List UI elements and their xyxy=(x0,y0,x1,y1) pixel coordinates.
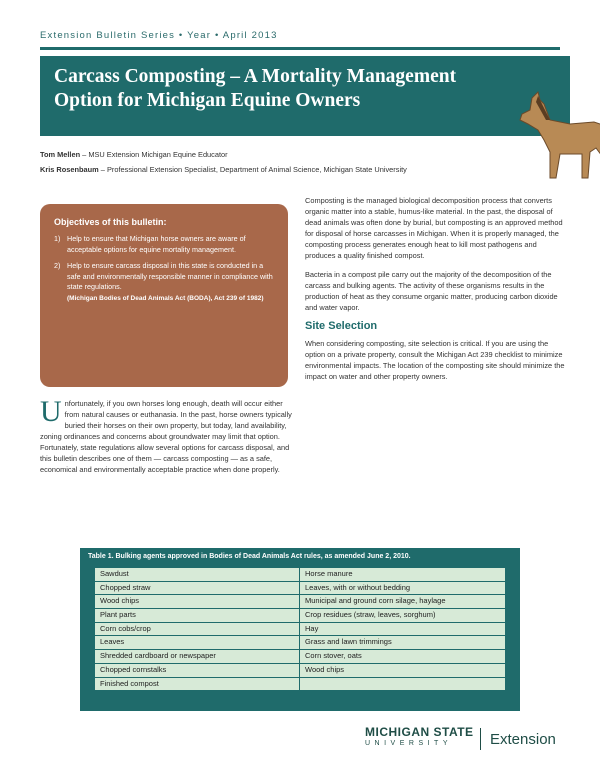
objective-item xyxy=(54,261,276,303)
table-cell: Finished compost xyxy=(95,678,300,691)
table-cell: Horse manure xyxy=(305,569,353,578)
table-cell xyxy=(300,678,505,691)
right-column-body xyxy=(305,195,567,390)
msu-logo xyxy=(365,726,485,749)
author-name: Tom Mellen xyxy=(40,150,81,159)
table-row xyxy=(95,678,505,691)
extension-wordmark: Extension xyxy=(490,731,556,748)
body-paragraph: When considering composting, site selection is critical. If you are using the option on a private property, consult the Michigan Act 239 checklist to minimize environmental impacts. The location of the composting site should minimize the impact on water and other property owners. xyxy=(305,339,565,381)
page-title: Carcass Composting – A Mortality Management Option for Michigan Equine Owners xyxy=(54,66,457,111)
msu-logo-top: MICHIGAN STATE xyxy=(365,725,474,739)
left-column-body xyxy=(40,395,292,475)
objectives-list xyxy=(54,234,276,309)
body-paragraph: Bacteria in a compost pile carry out the majority of the decomposition of the carcass and bulking agents. The activity of these organisms results in the production of heat as they consume organic matter, producing carbon dioxide and water vapor. xyxy=(305,270,558,312)
table-row xyxy=(95,568,505,582)
table-cell: Chopped cornstalks xyxy=(95,664,300,677)
author-name: Kris Rosenbaum xyxy=(40,165,99,174)
table-row xyxy=(95,636,505,650)
horse-illustration-icon xyxy=(510,90,600,190)
table-cell: Chopped straw xyxy=(95,582,300,595)
objective-item xyxy=(54,234,276,255)
table-cell: Shredded cardboard or newspaper xyxy=(95,650,300,663)
table-cell: Plant parts xyxy=(95,609,300,622)
objective-text: Help to ensure carcass disposal in this state is conducted in a safe and environmentally responsible manner in compliance with state regulations. xyxy=(67,261,273,291)
table-cell: Municipal and ground corn silage, haylage xyxy=(305,596,446,606)
msu-logo-bottom: UNIVERSITY xyxy=(365,740,453,747)
table-row xyxy=(95,623,505,637)
body-paragraph: Composting is the managed biological decomposition process that converts organic matter into a stable, humus-like material. In the past, the disposal of dead animals was often done by burial, but composting is an approved method for disposal of horse carcasses in Michigan. When it is properly managed, the composting process generates enough heat to kill most pathogens and produces a quality finished compost. xyxy=(305,196,563,260)
objectives-box xyxy=(40,204,288,387)
title-banner xyxy=(40,56,570,136)
table-cell: Wood chips xyxy=(95,595,300,608)
table-cell: Wood chips xyxy=(305,664,345,674)
table-cell: Crop residues (straw, leaves, sorghum) xyxy=(305,610,436,620)
drop-cap: U xyxy=(40,395,62,428)
table-cell: Leaves xyxy=(95,636,300,649)
table-row xyxy=(95,650,505,664)
objective-number: 1) xyxy=(54,234,61,243)
table-cell: Leaves, with or without bedding xyxy=(305,582,411,592)
table-cell: Grass and lawn trimmings xyxy=(305,637,392,647)
header-rule xyxy=(40,47,560,50)
table-row xyxy=(95,609,505,623)
table-title: Table 1. Bulking agents approved in Bodies of Dead Animals Act rules, as amended June 2, 2010. xyxy=(88,553,411,560)
author-line-2 xyxy=(40,165,407,174)
table-cell: Sawdust xyxy=(95,568,300,581)
section-heading: Site Selection xyxy=(305,320,378,332)
table-row xyxy=(95,582,505,596)
series-label: Extension Bulletin Series • Year • April 2013 xyxy=(40,30,278,41)
author-role: – MSU Extension Michigan Equine Educator xyxy=(82,150,228,159)
table-cell: Corn stover, oats xyxy=(305,651,362,661)
table-cell: Hay xyxy=(305,623,319,633)
table-body xyxy=(95,568,505,690)
objective-citation: (Michigan Bodies of Dead Animals Act (BODA), Act 239 of 1982) xyxy=(67,294,264,302)
logo-divider xyxy=(480,728,481,750)
objective-number: 2) xyxy=(54,261,61,270)
author-line-1 xyxy=(40,150,228,159)
table-cell: Corn cobs/crop xyxy=(95,623,300,636)
bulking-agents-table xyxy=(80,548,520,711)
table-row xyxy=(95,595,505,609)
objectives-heading: Objectives of this bulletin: xyxy=(54,217,167,227)
table-row xyxy=(95,664,505,678)
objective-text: Help to ensure that Michigan horse owners are aware of acceptable options for equine mortality management. xyxy=(67,234,246,254)
intro-paragraph: nfortunately, if you own horses long enough, death will occur either from natural causes or euthanasia. In the past, horse owners typically buried their horses on their own property, but today, land availability, zoning ordinances and concerns about groundwater may limit that option. Fortunately, state regulations allow several options for carcass disposal, and this bulletin describes one of them — carcass composting — as a safe, economical and environmentally acceptable practice when done properly. xyxy=(40,399,292,474)
author-role: – Professional Extension Specialist, Department of Animal Science, Michigan State University xyxy=(100,165,407,174)
